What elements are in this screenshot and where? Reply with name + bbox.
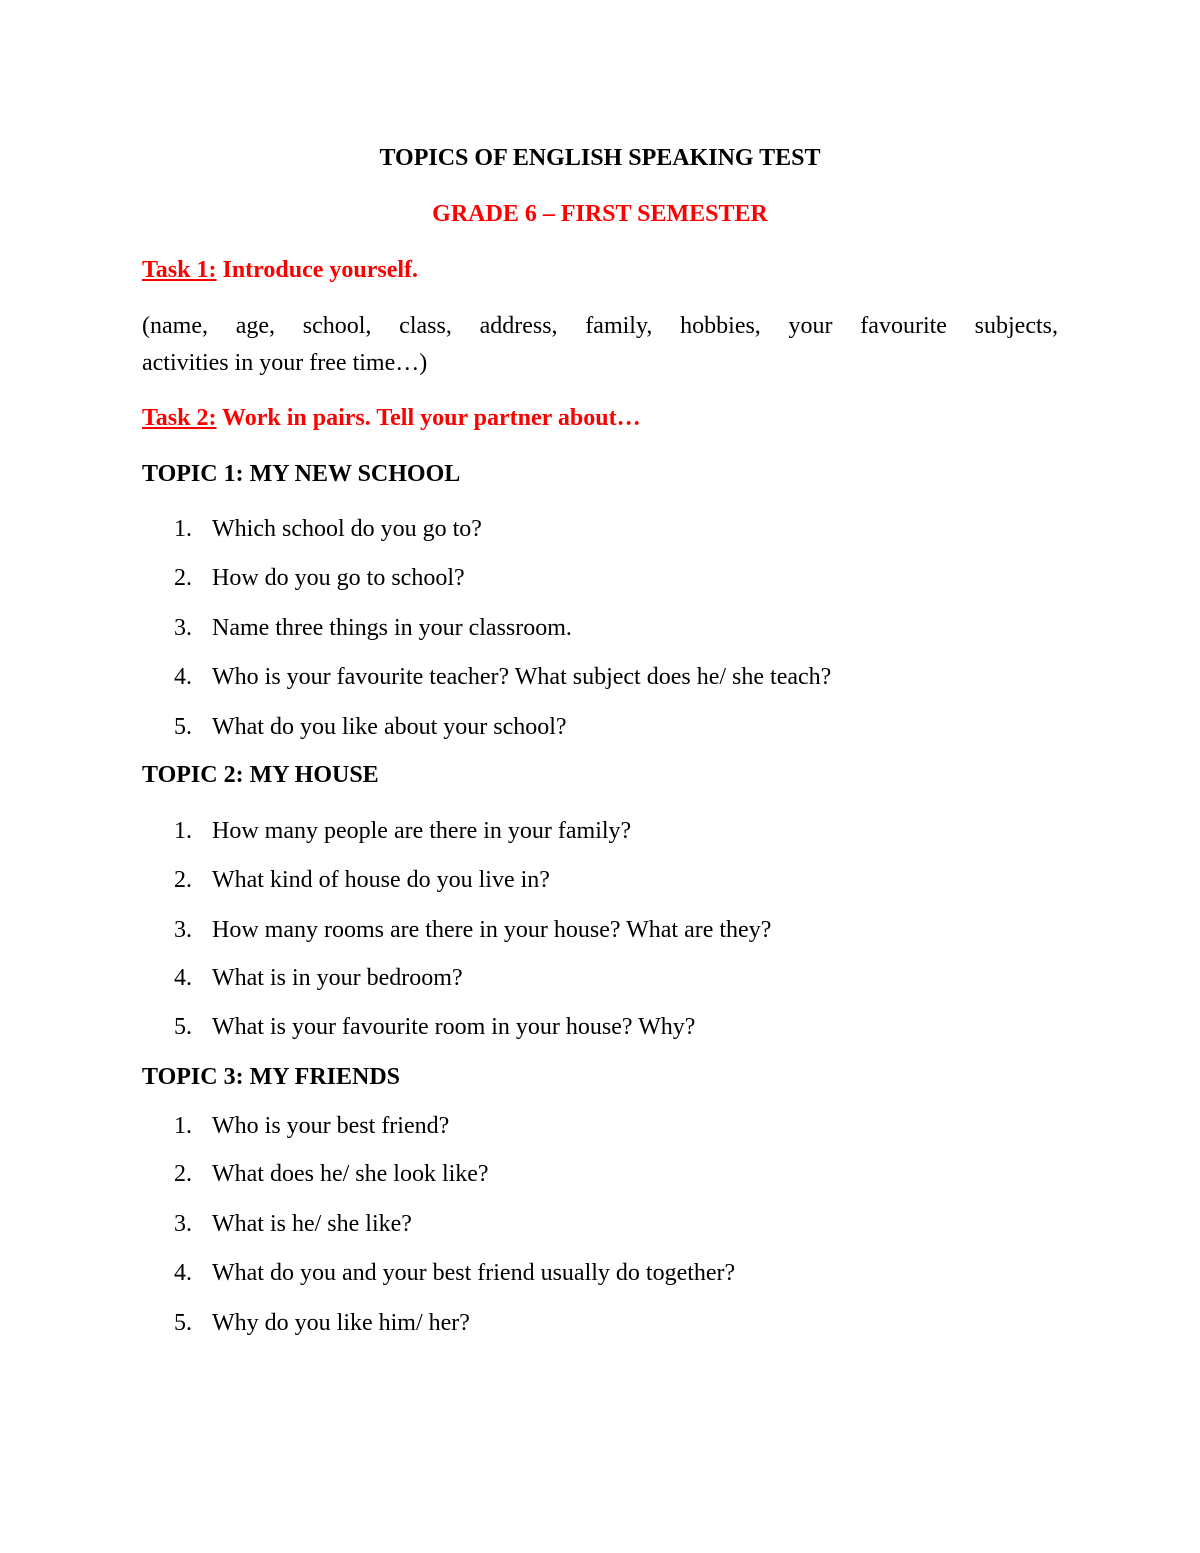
question-text: Who is your best friend? (212, 1113, 450, 1139)
question-number: 1. (174, 516, 192, 542)
question-number: 5. (174, 1014, 192, 1040)
question-number: 2. (174, 565, 192, 591)
question-number: 5. (174, 714, 192, 740)
topic-2-heading: TOPIC 2: MY HOUSE (142, 762, 379, 788)
question-text: What is your favourite room in your house? Why? (212, 1014, 696, 1040)
topic-3-question (174, 1255, 1054, 1291)
question-text: Name three things in your classroom. (212, 615, 572, 641)
task-1-label: Task 1: (142, 257, 217, 283)
question-text: Why do you like him/ her? (212, 1310, 470, 1336)
question-number: 3. (174, 917, 192, 943)
question-text: What do you and your best friend usually do together? (212, 1260, 736, 1286)
question-text: Which school do you go to? (212, 516, 482, 542)
question-number: 4. (174, 1260, 192, 1286)
task-1-text: Introduce yourself. (216, 257, 419, 283)
question-text: How do you go to school? (212, 565, 465, 591)
task-1-details-line-2: activities in your free time…) (142, 350, 428, 376)
topic-2-question (174, 912, 1054, 948)
topic-3-question (174, 1206, 1054, 1242)
question-text: What is he/ she like? (212, 1211, 412, 1237)
question-text: Who is your favourite teacher? What subject does he/ she teach? (212, 664, 832, 690)
task-2-text: Work in pairs. Tell your partner about… (216, 405, 641, 431)
document-title: TOPICS OF ENGLISH SPEAKING TEST (379, 145, 821, 171)
topic-3-heading: TOPIC 3: MY FRIENDS (142, 1064, 401, 1090)
question-text: What does he/ she look like? (212, 1161, 489, 1187)
task-1-details-line-1: (name, age, school, class, address, family, hobbies, your favourite subjects, (142, 313, 1058, 339)
topic-1-heading: TOPIC 1: MY NEW SCHOOL (142, 461, 461, 487)
topic-2-question (174, 862, 1054, 898)
topic-1-question (174, 560, 1054, 596)
question-text: How many people are there in your family? (212, 818, 632, 844)
task-1-heading (142, 252, 1058, 288)
question-number: 3. (174, 1211, 192, 1237)
question-text: What kind of house do you live in? (212, 867, 550, 893)
question-number: 1. (174, 818, 192, 844)
topic-1-question (174, 659, 1054, 695)
topic-2-question (174, 960, 1054, 996)
topic-3-question (174, 1108, 1054, 1144)
topic-1-question (174, 511, 1054, 547)
task-2-label: Task 2: (142, 405, 217, 431)
question-number: 5. (174, 1310, 192, 1336)
question-text: What do you like about your school? (212, 714, 567, 740)
topic-1-question (174, 610, 1054, 646)
question-text: What is in your bedroom? (212, 965, 463, 991)
document-subtitle: GRADE 6 – FIRST SEMESTER (432, 201, 768, 227)
topic-3-question (174, 1156, 1054, 1192)
task-2-heading (142, 400, 1058, 436)
question-number: 3. (174, 615, 192, 641)
question-number: 4. (174, 965, 192, 991)
question-text: How many rooms are there in your house? What are they? (212, 917, 772, 943)
topic-1-question (174, 709, 1054, 745)
question-number: 2. (174, 1161, 192, 1187)
question-number: 4. (174, 664, 192, 690)
topic-3-question (174, 1305, 1054, 1341)
topic-2-question (174, 813, 1054, 849)
topic-2-question (174, 1009, 1054, 1045)
question-number: 2. (174, 867, 192, 893)
question-number: 1. (174, 1113, 192, 1139)
